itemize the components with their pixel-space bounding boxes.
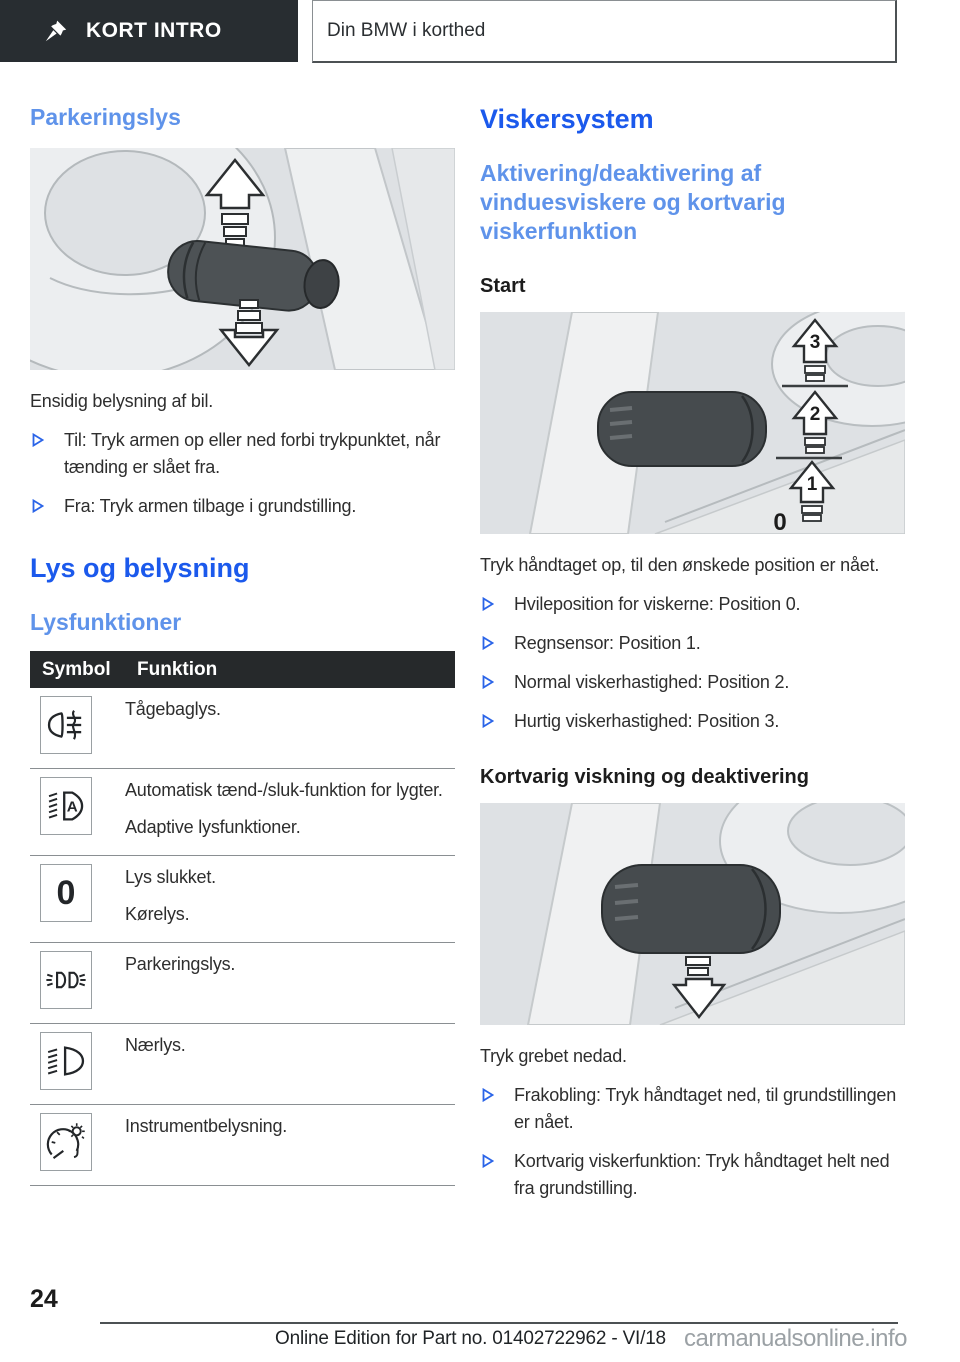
table-cell-text: Tågebaglys. [125, 699, 221, 719]
svg-text:A: A [66, 798, 78, 816]
instrument-lighting-symbol [40, 1113, 92, 1171]
start-paragraph: Tryk håndtaget op, til den ønskede position er nået. [480, 555, 880, 575]
right-column [480, 63, 905, 1202]
low-beam-symbol [40, 1032, 92, 1090]
table-cell-text: Adaptive lysfunktioner. [125, 817, 301, 837]
section-heading-parkeringslys: Parkeringslys [30, 104, 181, 130]
table-header-row [30, 651, 455, 688]
parking-light-symbol [40, 951, 92, 1009]
subsubsection-heading-start: Start [480, 275, 526, 297]
list-item [480, 591, 905, 618]
bullet-triangle-icon [480, 1148, 514, 1202]
table-row [30, 1024, 455, 1105]
position-label-0: 0 [773, 509, 787, 534]
short-wipe-bullets [480, 1082, 905, 1202]
bullet-triangle-icon [480, 708, 514, 735]
chapter-badge-label: KORT INTRO [86, 19, 222, 42]
subsubsection-heading-kortvarig: Kortvarig viskning og deaktivering [480, 766, 809, 788]
footer-rule [100, 1322, 898, 1324]
light-functions-table [30, 651, 455, 1186]
section-heading-lys-og-belysning: Lys og belysning [30, 553, 250, 583]
bullet-text: Regnsensor: Position 1. [514, 633, 701, 653]
start-bullets [480, 591, 905, 735]
table-cell-text: Nærlys. [125, 1035, 186, 1055]
lights-off-symbol [40, 864, 92, 922]
list-item [30, 493, 455, 520]
wiper-stalk-positions-illustration [480, 312, 905, 534]
subsection-heading-aktivering: Aktivering/deaktivering af vinduesviskere og kortvarig viskerfunktion [480, 160, 786, 244]
left-column [30, 63, 455, 1202]
table-row [30, 688, 455, 769]
bullet-text: Kortvarig viskerfunktion: Tryk håndtaget helt ned fra grundstilling. [514, 1151, 890, 1198]
wiper-stalk-down-illustration [480, 803, 905, 1025]
rear-fog-light-symbol [40, 696, 92, 754]
list-item [480, 669, 905, 696]
page-content [30, 63, 930, 1202]
bullet-triangle-icon [30, 427, 64, 481]
position-label-2: 2 [809, 404, 821, 425]
bullet-triangle-icon [30, 493, 64, 520]
short-wipe-paragraph: Tryk grebet nedad. [480, 1046, 627, 1066]
bullet-text: Hurtig viskerhastighed: Position 3. [514, 711, 780, 731]
subsection-heading-lysfunktioner: Lysfunktioner [30, 609, 182, 635]
position-label-1: 1 [806, 474, 818, 495]
page-header-title-box [312, 0, 897, 63]
table-cell-text: Parkeringslys. [125, 954, 236, 974]
turn-signal-stalk-drawing [30, 148, 455, 370]
bullet-text: Til: Tryk armen op eller ned forbi trykpunktet, når tænding er slået fra. [64, 430, 441, 477]
turn-signal-stalk-illustration [30, 148, 455, 370]
bullet-text: Hvileposition for viskerne: Position 0. [514, 594, 801, 614]
bullet-text: Fra: Tryk armen tilbage i grundstilling. [64, 496, 357, 516]
position-label-3: 3 [809, 332, 821, 353]
bullet-text: Frakobling: Tryk håndtaget ned, til grundstillingen er nået. [514, 1085, 897, 1132]
bullet-triangle-icon [480, 669, 514, 696]
auto-headlight-symbol [40, 777, 92, 835]
list-item [480, 1148, 905, 1202]
list-item [480, 708, 905, 735]
column-header-symbol: Symbol [30, 651, 125, 688]
table-cell-text: Automatisk tænd-/sluk-funktion for lygter. [125, 780, 443, 800]
page-header-title: Din BMW i korthed [327, 20, 486, 41]
list-item [480, 630, 905, 657]
wiper-stalk-positions-drawing [480, 312, 905, 534]
chapter-badge [0, 0, 298, 62]
table-row [30, 856, 455, 943]
table-cell-text: Lys slukket. [125, 867, 216, 887]
wiper-stalk-down-drawing [480, 803, 905, 1025]
bullet-text: Normal viskerhastighed: Position 2. [514, 672, 790, 692]
bullet-triangle-icon [480, 1082, 514, 1136]
edition-note: Online Edition for Part no. 01402722962 - VI/18 [275, 1328, 666, 1349]
bullet-triangle-icon [480, 591, 514, 618]
table-cell-text: Kørelys. [125, 904, 190, 924]
parkeringslys-intro: Ensidig belysning af bil. [30, 391, 214, 411]
watermark-text: carmanualsonline.info [684, 1325, 907, 1352]
table-row [30, 1105, 455, 1186]
list-item [30, 427, 455, 481]
parkeringslys-bullets [30, 427, 455, 520]
bullet-triangle-icon [480, 630, 514, 657]
list-item [480, 1082, 905, 1136]
section-heading-viskersystem: Viskersystem [480, 104, 654, 134]
table-row [30, 943, 455, 1024]
pushpin-icon [44, 19, 68, 43]
table-row [30, 769, 455, 856]
page-number: 24 [30, 1285, 58, 1313]
column-header-funktion: Funktion [125, 651, 455, 688]
lights-off-glyph: 0 [56, 873, 76, 912]
table-cell-text: Instrumentbelysning. [125, 1116, 288, 1136]
